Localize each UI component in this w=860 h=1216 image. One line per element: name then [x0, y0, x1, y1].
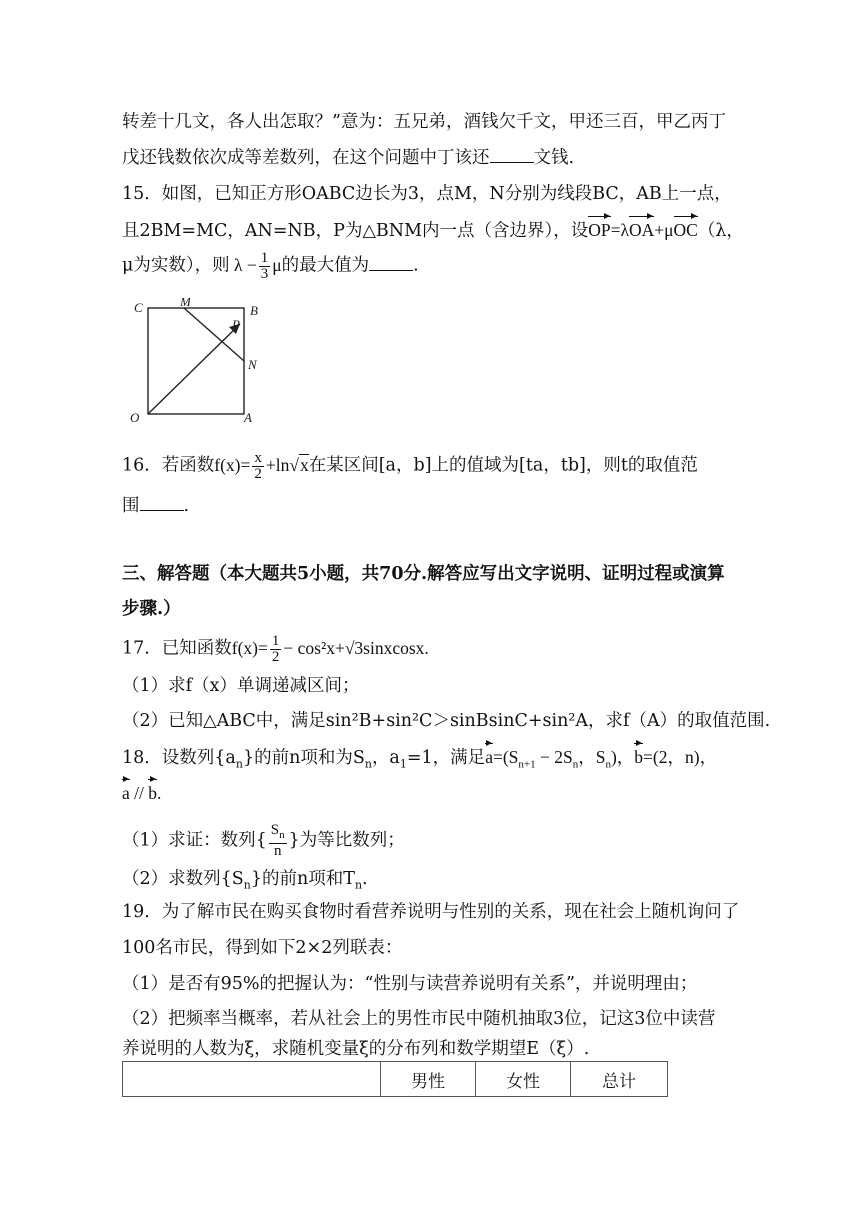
sub-n: n [354, 878, 363, 892]
answer-blank [140, 494, 184, 511]
a-expr-1: =(S [492, 747, 519, 767]
p18-line-1 [122, 745, 717, 777]
p15-text-a: 且2BM=MC，AN=NB，P为△BNM内一点（含边界），设 [122, 221, 589, 241]
period: . [413, 255, 419, 276]
fraction-sn-over-n [269, 823, 287, 859]
p15-text-c: μ为实数），则 [122, 255, 230, 276]
label-n: N [248, 357, 257, 372]
p14-text-a: 戊还钱数依次成等差数列，在这个问题中丁该还 [122, 148, 490, 168]
sqrt-arg: x [299, 454, 309, 475]
function-expression: f(x)= $\frac{x}{2}$ +ln√x [214, 450, 309, 482]
fraction-x-over-2 [252, 451, 264, 482]
segment-mn [184, 308, 244, 361]
p16-text-b: 在某区间[a，b]上的值域为[ta，tb]，则t的取值范 [308, 455, 698, 476]
sub-n: n [605, 758, 611, 771]
label-b: B [250, 303, 258, 318]
p18-q1 [122, 823, 405, 859]
s-symbol: S [270, 822, 280, 838]
p15-text-b: （λ， [697, 221, 744, 241]
p17-line-1 [122, 634, 429, 665]
section-3-heading-cont: 步骤.） [122, 599, 181, 619]
label-c: C [134, 300, 143, 315]
p14-line-1: 转差十几文，各人出怎取？”意为：五兄弟，酒钱欠千文，甲还三百，甲乙丙丁 [122, 112, 726, 132]
period: . [157, 783, 162, 803]
vector-b: b [634, 747, 644, 767]
vector-oc: OC [673, 220, 698, 240]
sub-n: n [243, 878, 251, 892]
vector-op-arrow [148, 324, 240, 414]
plus-mu: +μ [654, 220, 674, 240]
p17-text-a: 17．已知函数 [122, 638, 232, 659]
p15-text-d: 的最大值为 [281, 255, 370, 276]
period: . [362, 869, 368, 889]
vector-a: a [122, 783, 130, 803]
p18-q1-text-a: （1）求证：数列{ [122, 830, 267, 851]
p18-text-c: ，a [371, 748, 400, 768]
lambda: λ − [234, 254, 257, 275]
p19-q1: （1）是否有95%的把握认为：“性别与读营养说明有关系”，并说明理由； [122, 974, 698, 994]
sub-n: n [279, 829, 285, 841]
sub-n: n [364, 757, 372, 771]
parallel-sign: // [129, 783, 149, 803]
contingency-table [122, 1061, 668, 1097]
function-expression [231, 633, 429, 665]
frac-den: n [273, 843, 282, 859]
frac-den: 2 [254, 466, 262, 482]
p18-q2 [122, 867, 368, 898]
table-header-cell: 女性 [476, 1062, 571, 1097]
fraction-one-half [270, 634, 282, 665]
frac-num: x [254, 450, 262, 466]
p18-q1-text-b: }为等比数列； [288, 830, 405, 851]
label-m: M [180, 298, 191, 309]
p17-q2: （2）已知△ABC中，满足sin²B+sin²C＞sinBsinC+sin²A，求f（A）的取值范围. [122, 711, 771, 731]
sub-n-plus-1: n+1 [518, 758, 536, 771]
frac-num: 1 [271, 633, 280, 649]
p16-text-c: 围 [122, 496, 140, 516]
frac-num: 1 [260, 250, 269, 266]
fraction-one-third [259, 251, 271, 282]
equals-lambda: =λ [610, 220, 629, 240]
ln: +ln [265, 454, 290, 475]
table-header-row [123, 1062, 668, 1097]
p18-q2-text-b: }的前n项和T [250, 869, 355, 889]
p18-line-2 [122, 781, 161, 805]
p14-line-2 [122, 146, 574, 170]
fx: f(x)= [231, 637, 268, 658]
p15-line-3 [122, 251, 419, 282]
b-expr: =(2，n)， [643, 747, 718, 767]
a-expr-2: − 2S [535, 747, 573, 767]
square-oabc-figure [128, 298, 268, 426]
vector-equation [588, 220, 698, 240]
p15-line-1: 15．如图，已知正方形OABC边长为3，点M，N分别为线段BC，AB上一点， [122, 184, 732, 204]
label-o: O [130, 410, 140, 425]
function-rest: − cos²x+√3sinxcosx. [283, 637, 429, 658]
frac-num [269, 823, 287, 844]
p19-q2-line-1: （2）把频率当概率，若从社会上的男性市民中随机抽取3位，记这3位中读营 [122, 1009, 716, 1029]
p18-text-a: 18．设数列{a [122, 748, 236, 768]
frac-den: 2 [271, 649, 280, 665]
p19-line-2: 100名市民，得到如下2×2列联表： [122, 938, 403, 958]
table-header-cell [123, 1062, 381, 1097]
vector-oa: OA [628, 220, 655, 240]
p17-q1: （1）求f（x）单调递减区间； [122, 676, 360, 696]
table-header-cell: 男性 [381, 1062, 476, 1097]
table-header-cell: 总计 [571, 1062, 668, 1097]
a-expr-3: ，S [578, 747, 606, 767]
label-a: A [244, 410, 252, 425]
vector-a-expression [485, 747, 718, 771]
vector-op: OP [588, 220, 611, 240]
sub-n: n [235, 757, 243, 771]
p16-text-a: 16．若函数 [122, 455, 215, 476]
p16-line-1 [122, 451, 698, 482]
p14-text-b: 文钱. [533, 148, 575, 168]
p19-q2-line-2: 养说明的人数为ξ，求随机变量ξ的分布列和数学期望E（ξ）. [122, 1039, 590, 1059]
mu: μ [272, 254, 282, 275]
sub-1: 1 [399, 757, 407, 771]
lambda-mu-expression [230, 250, 282, 282]
sub-n: n [572, 758, 579, 771]
p19-line-1: 19．为了解市民在购买食物时看营养说明与性别的关系，现在社会上随机询问了 [122, 902, 740, 922]
section-3-heading: 三、解答题（本大题共5小题，共70分.解答应写出文字说明、证明过程或演算 [122, 564, 725, 584]
answer-blank [369, 254, 413, 271]
vector-b: b [148, 783, 158, 803]
p15-line-2 [122, 218, 744, 243]
square-outline [148, 308, 244, 414]
period: . [183, 496, 190, 516]
p18-q2-text-a: （2）求数列{S [122, 869, 244, 889]
answer-blank [490, 146, 534, 163]
p18-text-b: }的前n项和为S [242, 748, 365, 768]
vector-a: a [485, 747, 493, 767]
fx: f(x)= [214, 454, 251, 475]
frac-den: 3 [260, 266, 269, 282]
p18-text-d: =1，满足 [406, 748, 486, 768]
p16-line-2 [122, 494, 189, 518]
a-expr-4: )， [610, 747, 635, 767]
label-p: P [232, 317, 240, 332]
